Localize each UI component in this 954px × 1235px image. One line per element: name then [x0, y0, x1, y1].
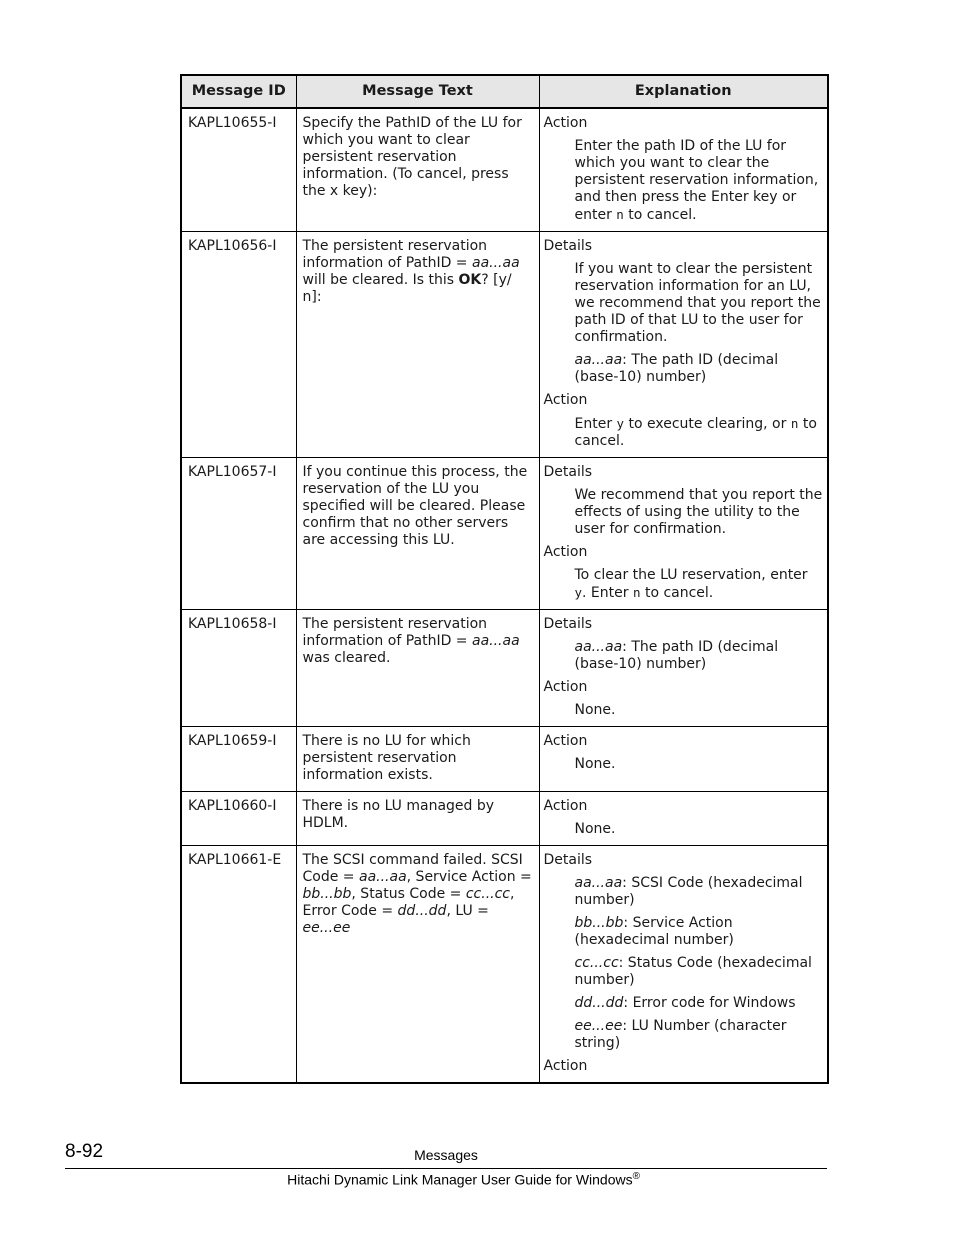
explanation-paragraph: Enter y to execute clearing, or n to cancel. — [574, 416, 817, 449]
explanation-cell — [539, 108, 828, 232]
table-body — [181, 108, 828, 1083]
header-message-text: Message Text — [296, 75, 539, 108]
explanation-label: Action — [543, 733, 588, 749]
table-header-row — [181, 75, 828, 108]
explanation-paragraph: ee...ee: LU Number (character string) — [574, 1018, 787, 1051]
message-id-cell: KAPL10661-E — [181, 846, 296, 1084]
explanation-paragraph: We recommend that you report the effects of using the utility to the user for confirmation. — [574, 487, 823, 537]
explanation-paragraph: dd...dd: Error code for Windows — [574, 995, 796, 1011]
message-table — [180, 74, 829, 1084]
explanation-paragraph: If you want to clear the persistent reservation information for an LU, we recommend that you report the path ID of that LU to the user for confirmation. — [574, 261, 821, 345]
explanation-cell — [539, 846, 828, 1084]
table-row — [181, 610, 828, 727]
explanation-block — [544, 616, 824, 673]
explanation-block — [544, 852, 824, 1052]
explanation-label: Details — [543, 238, 593, 254]
explanation-label: Action — [543, 1058, 588, 1074]
explanation-label: Details — [543, 616, 593, 632]
header-message-id: Message ID — [181, 75, 296, 108]
message-text-cell: Specify the PathID of the LU for which you want to clear persistent reservation information. (To cancel, press the x key): — [296, 108, 539, 232]
explanation-cell — [539, 610, 828, 727]
explanation-block — [544, 679, 824, 719]
message-id-cell: KAPL10656-I — [181, 232, 296, 458]
message-id-cell: KAPL10660-I — [181, 792, 296, 846]
message-id-cell: KAPL10657-I — [181, 458, 296, 610]
explanation-label: Action — [543, 679, 588, 695]
message-text-cell: The persistent reservation information of PathID = aa...aa was cleared. — [296, 610, 539, 727]
message-text-cell: If you continue this process, the reservation of the LU you specified will be cleared. Please confirm that no other servers are accessing this LU. — [296, 458, 539, 610]
explanation-label: Action — [543, 544, 588, 560]
table-row — [181, 792, 828, 846]
message-text-cell: There is no LU for which persistent reservation information exists. — [296, 727, 539, 792]
explanation-paragraph: None. — [574, 821, 616, 837]
table-row — [181, 458, 828, 610]
explanation-block — [544, 115, 824, 224]
explanation-block — [544, 1058, 824, 1075]
explanation-block — [544, 464, 824, 538]
message-id-cell: KAPL10659-I — [181, 727, 296, 792]
footer-divider — [65, 1168, 827, 1169]
explanation-block — [544, 544, 824, 602]
explanation-label: Action — [543, 115, 588, 131]
explanation-block — [544, 238, 824, 386]
message-id-cell: KAPL10655-I — [181, 108, 296, 232]
message-text-cell: There is no LU managed by HDLM. — [296, 792, 539, 846]
explanation-label: Action — [543, 798, 588, 814]
message-text-cell: The persistent reservation information of PathID = aa...aa will be cleared. Is this OK? [y/ n]: — [296, 232, 539, 458]
table-row — [181, 727, 828, 792]
explanation-paragraph: Enter the path ID of the LU for which you want to clear the persistent reservation information, and then press the Enter key or enter n to cancel. — [574, 138, 819, 223]
explanation-cell — [539, 232, 828, 458]
explanation-paragraph: aa...aa: The path ID (decimal (base-10) number) — [574, 352, 779, 385]
header-explanation: Explanation — [539, 75, 828, 108]
footer-document-title — [287, 1171, 640, 1188]
message-text-cell: The SCSI command failed. SCSI Code = aa...aa, Service Action = bb...bb, Status Code = cc...cc, Error Code = dd...dd, LU = ee...ee — [296, 846, 539, 1084]
footer-title-text: Hitachi Dynamic Link Manager User Guide for Windows — [287, 1171, 633, 1188]
explanation-paragraph: bb...bb: Service Action (hexadecimal number) — [574, 915, 734, 948]
table-row — [181, 846, 828, 1084]
explanation-label: Details — [543, 464, 593, 480]
table-row — [181, 232, 828, 458]
explanation-paragraph: None. — [574, 756, 616, 772]
page-number: 8-92 — [65, 1141, 104, 1162]
explanation-paragraph: cc...cc: Status Code (hexadecimal number) — [574, 955, 812, 988]
registered-mark: ® — [632, 1171, 640, 1182]
explanation-label: Action — [543, 392, 588, 408]
explanation-paragraph: aa...aa: The path ID (decimal (base-10) number) — [574, 639, 779, 672]
explanation-block — [544, 733, 824, 773]
explanation-cell — [539, 727, 828, 792]
table-row — [181, 108, 828, 232]
explanation-block — [544, 798, 824, 838]
explanation-paragraph: None. — [574, 702, 616, 718]
explanation-cell — [539, 458, 828, 610]
explanation-paragraph: aa...aa: SCSI Code (hexadecimal number) — [574, 875, 803, 908]
footer-section-name: Messages — [414, 1147, 478, 1163]
explanation-block — [544, 392, 824, 450]
explanation-paragraph: To clear the LU reservation, enter y. Enter n to cancel. — [574, 567, 808, 601]
explanation-cell — [539, 792, 828, 846]
explanation-label: Details — [543, 852, 593, 868]
message-id-cell: KAPL10658-I — [181, 610, 296, 727]
